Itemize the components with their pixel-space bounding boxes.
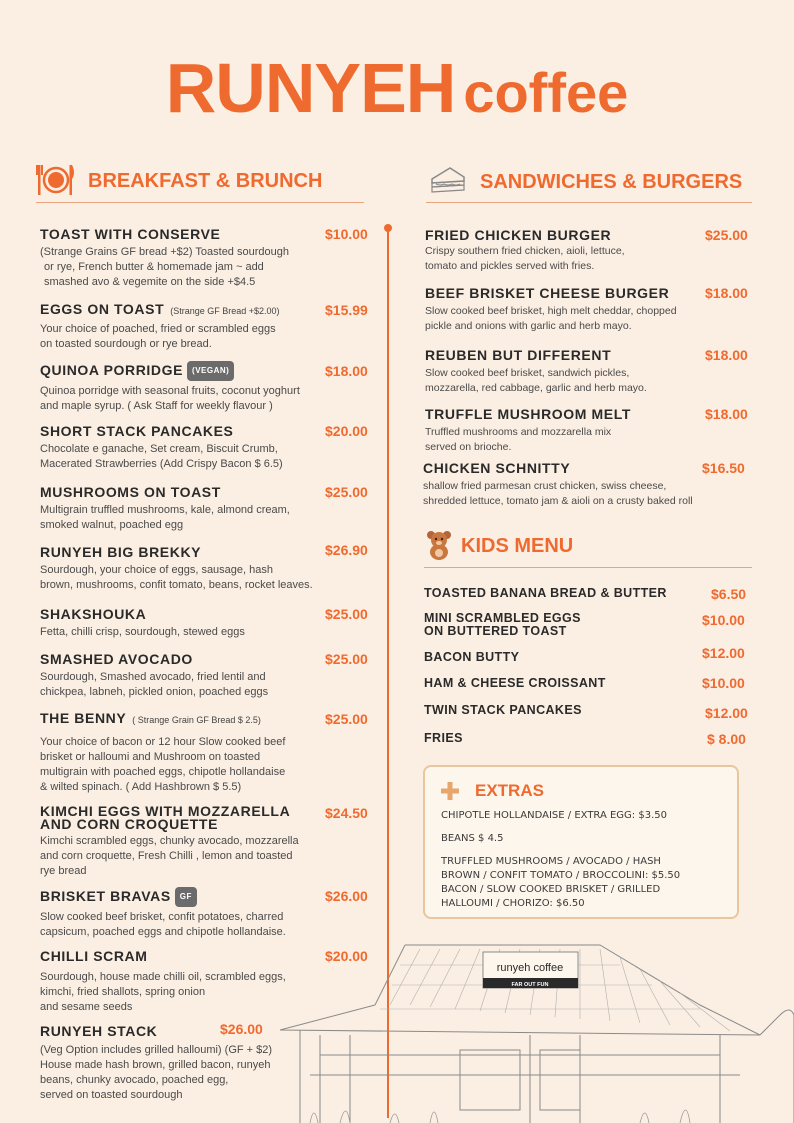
extras-title: EXTRAS <box>475 781 544 800</box>
item-price: $20.00 <box>325 423 368 439</box>
logo-main: RUNYEH <box>165 49 456 127</box>
item-name: EGGS ON TOAST <box>40 301 165 317</box>
sandwich-icon <box>430 165 466 195</box>
item-name: QUINOA PORRIDGE <box>40 362 184 378</box>
teddy-bear-icon <box>426 530 452 560</box>
item-price: $6.50 <box>711 586 747 602</box>
sign-name: runyeh coffee <box>496 962 564 974</box>
item-name: SHAKSHOUKA <box>40 606 147 622</box>
item-name: SHORT STACK PANCAKES <box>40 423 234 439</box>
breakfast-divider <box>36 202 364 203</box>
logo-sub: coffee <box>463 61 629 124</box>
item-name: REUBEN BUT DIFFERENT <box>425 347 612 363</box>
item-desc: (Strange Grains GF bread +$2) Toasted sourdough or rye, French butter & homemade jam ~ add smashed avo & vegemite on the side +$4.5 <box>40 246 289 288</box>
item-desc: Multigrain truffled mushrooms, kale, almond cream, smoked walnut, poached egg <box>40 504 290 531</box>
item-price: $10.00 <box>702 612 745 628</box>
item-desc: Sourdough, Smashed avocado, fried lentil and chickpea, labneh, pickled onion, poached eggs <box>40 671 269 698</box>
item-desc: Chocolate e ganache, Set cream, Biscuit Crumb, Macerated Strawberries (Add Crispy Bacon $ 6.5) <box>40 443 283 470</box>
item-name: TOAST WITH CONSERVE <box>40 226 221 242</box>
item-name: CHICKEN SCHNITTY <box>423 460 571 476</box>
item-name: MUSHROOMS ON TOAST <box>40 484 221 500</box>
cafe-illustration <box>280 935 794 1123</box>
item-name: KIMCHI EGGS WITH MOZZARELLA AND CORN CROQUETTE <box>40 803 291 832</box>
item-name: HAM & CHEESE CROISSANT <box>424 676 606 690</box>
item-desc: Truffled mushrooms and mozzarella mix served on brioche. <box>425 426 612 453</box>
menu-item <box>423 460 743 509</box>
item-note: (Strange GF Bread +$2.00) <box>170 306 280 316</box>
kids-section-title: KIDS MENU <box>461 535 574 557</box>
item-desc: Your choice of bacon or 12 hour Slow cooked beef brisket or halloumi and Mushroom on toasted multigrain with poached eggs, chipotle hollandaise & wilted spinach. ( Add Hashbrown $ 5.5) <box>40 736 286 793</box>
item-name: BEEF BRISKET CHEESE BURGER <box>425 285 670 301</box>
item-desc: Crispy southern fried chicken, aioli, lettuce, tomato and pickles served with fries. <box>425 245 625 272</box>
item-price: $25.00 <box>705 227 748 243</box>
item-price: $26.00 <box>220 1021 263 1037</box>
sandwiches-divider <box>426 202 752 203</box>
kids-divider <box>424 567 752 568</box>
breakfast-section-title: BREAKFAST & BRUNCH <box>88 170 323 192</box>
item-desc: Your choice of poached, fried or scrambled eggs on toasted sourdough or rye bread. <box>40 323 276 350</box>
item-name: FRIED CHICKEN BURGER <box>425 227 612 243</box>
item-price: $18.00 <box>705 347 748 363</box>
item-price: $18.00 <box>705 285 748 301</box>
item-desc: Slow cooked beef brisket, high melt cheddar, chopped pickle and onions with garlic and herb mayo. <box>425 305 677 332</box>
sign-tagline: FAR OUT FUN <box>511 982 549 988</box>
item-price: $18.00 <box>325 363 368 379</box>
item-desc: Slow cooked beef brisket, confit potatoes, charred capsicum, poached eggs and chipotle hollandaise. <box>40 911 286 938</box>
item-price: $12.00 <box>705 705 748 721</box>
vegan-badge: (VEGAN) <box>187 361 234 381</box>
item-name: RUNYEH BIG BREKKY <box>40 544 202 560</box>
sandwiches-section-title: SANDWICHES & BURGERS <box>480 171 743 193</box>
extras-line: BEANS $ 4.5 <box>441 833 504 844</box>
item-name: THE BENNY <box>40 710 127 726</box>
item-name: TWIN STACK PANCAKES <box>424 703 582 717</box>
item-name: TRUFFLE MUSHROOM MELT <box>425 406 631 422</box>
item-name: BRISKET BRAVAS <box>40 888 171 904</box>
item-price: $25.00 <box>325 711 368 727</box>
extras-line: TRUFFLED MUSHROOMS / AVOCADO / HASH BROWN / CONFIT TOMATO / BROCCOLINI: $5.50 BACON / SLOW COOKED BRISKET / GRILLED HALLOUMI / CHORIZO: $6.50 <box>441 856 681 909</box>
item-price: $12.00 <box>702 645 745 661</box>
extras-line: CHIPOTLE HOLLANDAISE / EXTRA EGG: $3.50 <box>441 810 667 821</box>
item-price: $15.99 <box>325 302 368 318</box>
plus-icon <box>441 782 459 800</box>
item-desc: Sourdough, your choice of eggs, sausage, hash brown, mushrooms, confit tomato, beans, rocket leaves. <box>40 564 313 591</box>
item-desc: (Veg Option includes grilled halloumi) (GF + $2) House made hash brown, grilled bacon, runyeh beans, chunky avocado, poached egg, served on toasted sourdough <box>40 1044 273 1101</box>
item-desc: Sourdough, house made chilli oil, scrambled eggs, kimchi, fried shallots, spring onion and sesame seeds <box>40 971 286 1013</box>
item-price: $25.00 <box>325 484 368 500</box>
item-name: FRIES <box>424 731 463 745</box>
item-price: $20.00 <box>325 948 368 964</box>
extras-panel <box>423 765 739 919</box>
item-desc: Fetta, chilli crisp, sourdough, stewed eggs <box>40 626 245 638</box>
item-price: $26.90 <box>325 542 368 558</box>
item-desc: Quinoa porridge with seasonal fruits, coconut yoghurt and maple syrup. ( Ask Staff for weekly flavour ) <box>40 385 300 412</box>
item-desc: Kimchi scrambled eggs, chunky avocado, mozzarella and corn croquette, Fresh Chilli , lemon and toasted rye bread <box>40 835 299 877</box>
plate-cutlery-icon <box>36 163 76 197</box>
item-name: TOASTED BANANA BREAD & BUTTER <box>424 586 667 600</box>
item-price: $25.00 <box>325 606 368 622</box>
item-price: $18.00 <box>705 406 748 422</box>
item-price: $ 8.00 <box>707 731 746 747</box>
item-name: MINI SCRAMBLED EGGS ON BUTTERED TOAST <box>424 611 581 638</box>
item-desc: shallow fried parmesan crust chicken, swiss cheese, shredded lettuce, tomato jam & aioli on a crusty baked roll <box>423 480 693 507</box>
item-name: CHILLI SCRAM <box>40 948 148 964</box>
item-price: $24.50 <box>325 805 368 821</box>
item-desc: Slow cooked beef brisket, sandwich pickles, mozzarella, red cabbage, garlic and herb mayo. <box>425 367 647 394</box>
item-price: $16.50 <box>702 460 745 476</box>
item-price: $10.00 <box>325 226 368 242</box>
item-price: $25.00 <box>325 651 368 667</box>
item-name: BACON BUTTY <box>424 650 520 664</box>
item-price: $10.00 <box>702 675 745 691</box>
item-name: RUNYEH STACK <box>40 1023 158 1039</box>
gf-badge: GF <box>175 887 197 907</box>
item-name: SMASHED AVOCADO <box>40 651 193 667</box>
item-price: $26.00 <box>325 888 368 904</box>
item-note: ( Strange Grain GF Bread $ 2.5) <box>132 715 261 725</box>
logo <box>0 48 794 133</box>
